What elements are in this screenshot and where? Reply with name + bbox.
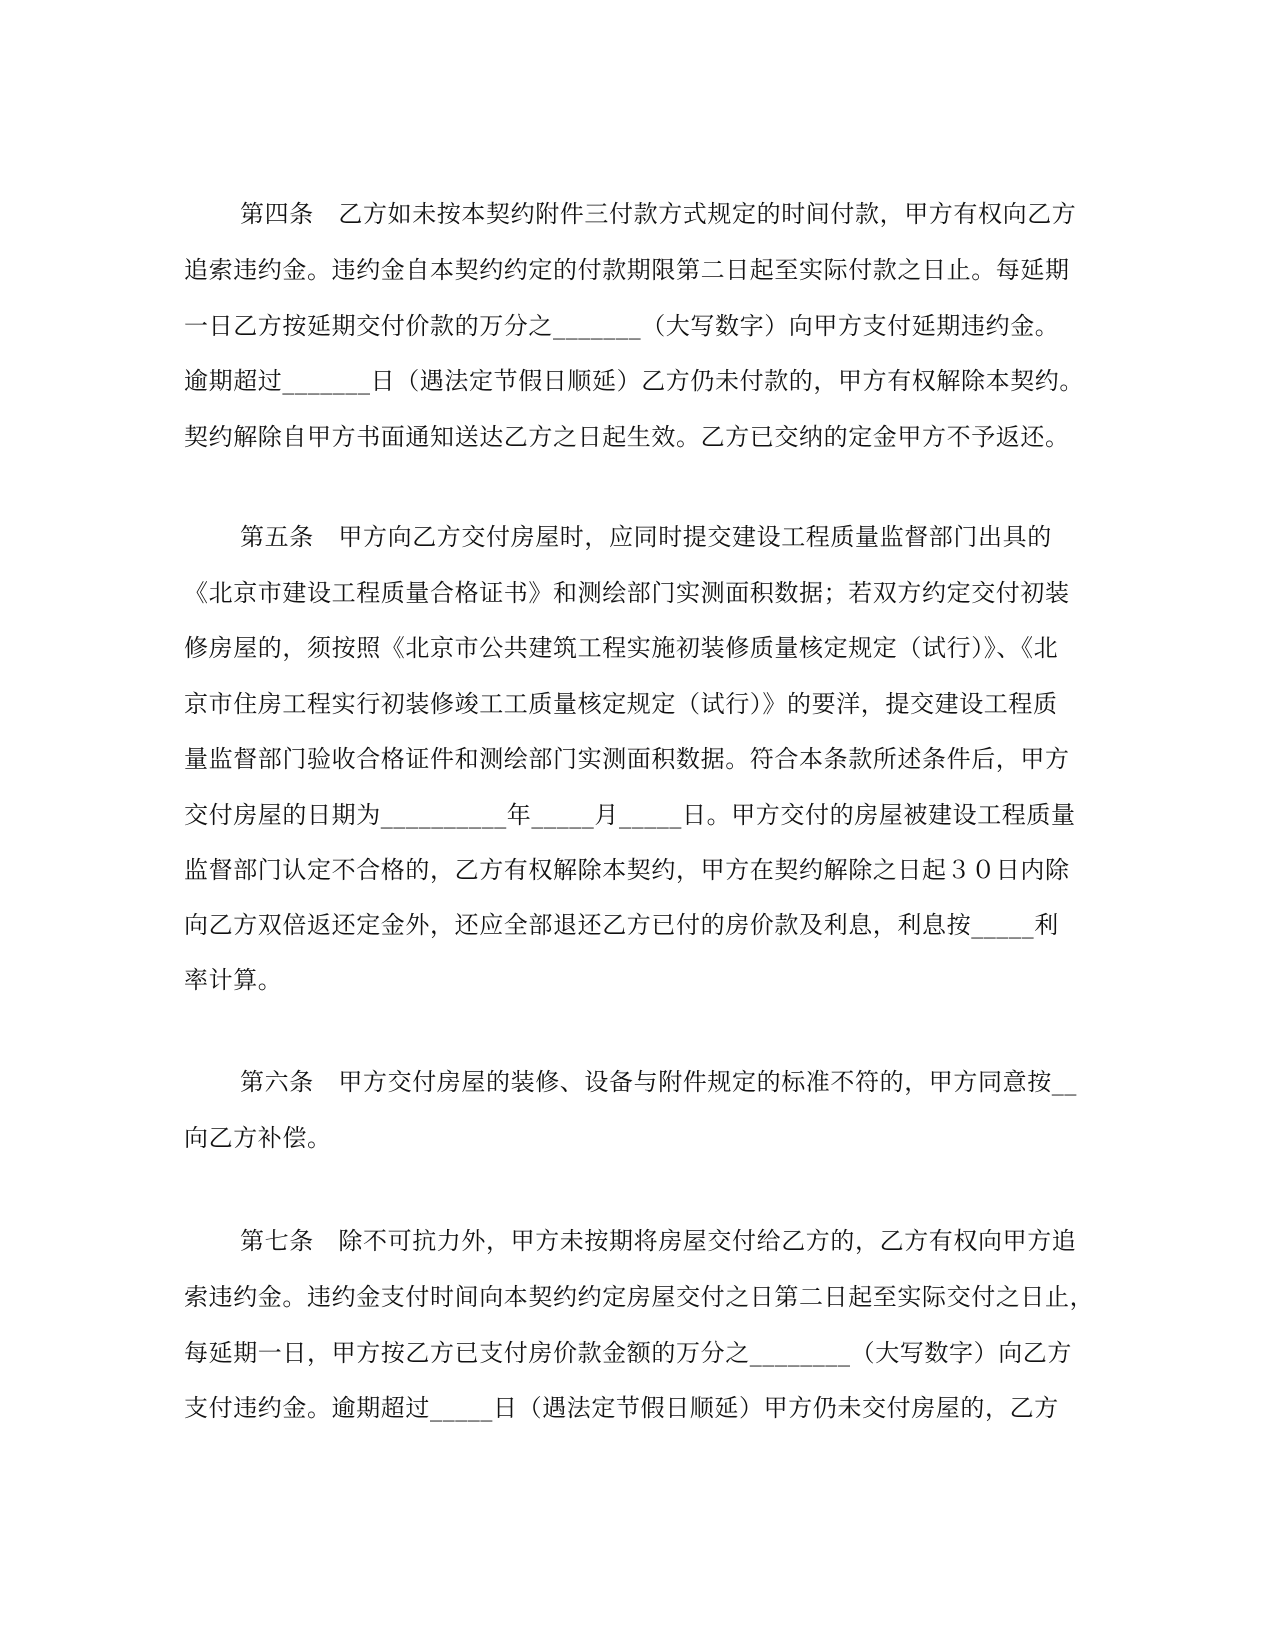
article-7-line-3: 每延期一日，甲方按乙方已支付房价款金额的万分之________（大写数字）向乙方	[184, 1339, 1072, 1367]
article-5-line-4: 京市住房工程实行初装修竣工工质量核定规定（试行）》的要洋，提交建设工程质	[184, 690, 1058, 718]
article-5-line-7: 监督部门认定不合格的，乙方有权解除本契约，甲方在契约解除之日起３０日内除	[184, 856, 1070, 884]
article-5-line-3: 修房屋的，须按照《北京市公共建筑工程实施初装修质量核定规定（试行）》、《北	[184, 634, 1059, 662]
article-5-line-6: 交付房屋的日期为__________年_____月_____日。甲方交付的房屋被建设工程质量	[184, 801, 1076, 829]
article-7-line-4: 支付违约金。逾期超过_____日（遇法定节假日顺延）甲方仍未交付房屋的，乙方	[184, 1394, 1059, 1422]
article-5-line-9: 率计算。	[184, 966, 283, 994]
article-7-line-1: 第七条 除不可抗力外，甲方未按期将房屋交付给乙方的，乙方有权向甲方追	[240, 1227, 1077, 1255]
article-5-line-1: 第五条 甲方向乙方交付房屋时，应同时提交建设工程质量监督部门出具的	[240, 523, 1052, 551]
article-4-line-4: 逾期超过_______日（遇法定节假日顺延）乙方仍未付款的，甲方有权解除本契约。	[184, 367, 1084, 395]
article-4-line-1: 第四条 乙方如未按本契约附件三付款方式规定的时间付款，甲方有权向乙方	[240, 200, 1077, 228]
article-6-line-1: 第六条 甲方交付房屋的装修、设备与附件规定的标准不符的，甲方同意按__	[240, 1068, 1077, 1096]
article-4-line-5: 契约解除自甲方书面通知送达乙方之日起生效。乙方已交纳的定金甲方不予返还。	[184, 423, 1070, 451]
article-5-line-2: 《北京市建设工程质量合格证书》和测绘部门实测面积数据；若双方约定交付初装	[184, 579, 1070, 607]
article-4-line-2: 追索违约金。违约金自本契约约定的付款期限第二日起至实际付款之日止。每延期	[184, 256, 1070, 284]
article-7-line-2: 索违约金。违约金支付时间向本契约约定房屋交付之日第二日起至实际交付之日止，	[184, 1283, 1095, 1311]
article-6-line-2: 向乙方补偿。	[184, 1124, 332, 1152]
article-5-line-8: 向乙方双倍返还定金外，还应全部退还乙方已付的房价款及利息，利息按_____利	[184, 911, 1059, 939]
article-5-line-5: 量监督部门验收合格证件和测绘部门实测面积数据。符合本条款所述条件后，甲方	[184, 745, 1070, 773]
article-4-line-3: 一日乙方按延期交付价款的万分之_______（大写数字）向甲方支付延期违约金。	[184, 312, 1060, 340]
